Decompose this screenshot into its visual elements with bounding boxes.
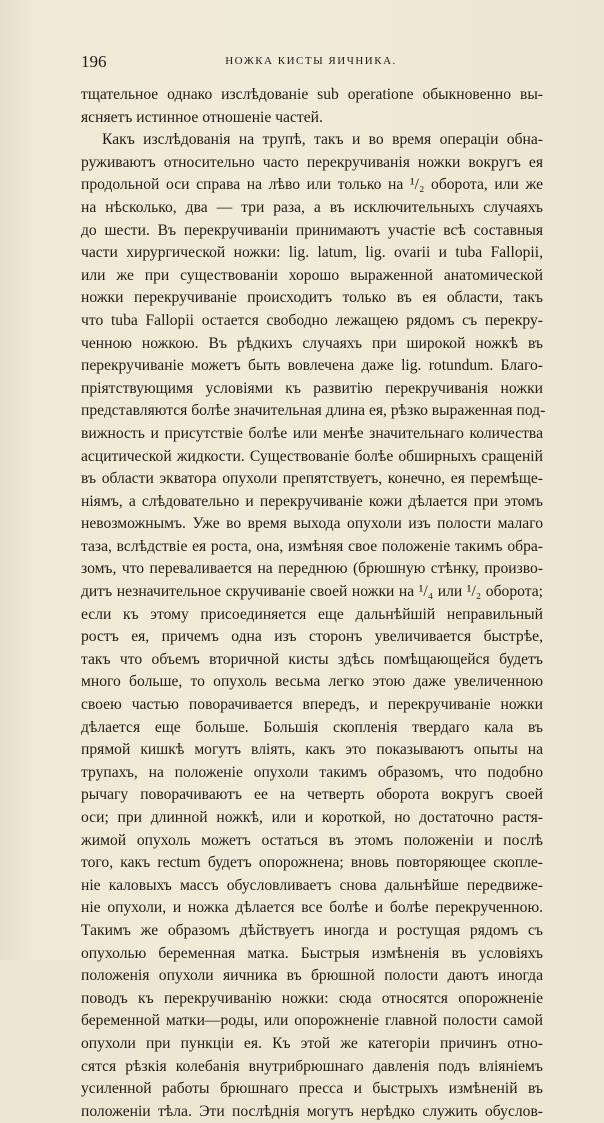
text-line: тщательное однако изслѣдованіе sub operatione обыкновенно вы-	[81, 86, 543, 103]
text-line: части хирургической ножки: lig. latum, lig. ovarii и tuba Fallopii,	[81, 244, 543, 262]
text-line: пріятствующимя условіями къ развитію перекручиванія ножки	[81, 379, 543, 397]
text-line: до шести. Въ перекручиваніи принимаютъ участіе всѣ составныя	[81, 221, 543, 239]
text-line: на нѣсколько, два — три раза, а въ исключительныхъ случаяхъ	[81, 198, 543, 216]
text-line: вижность и присутствіе болѣе или менѣе значительнаго количества	[81, 424, 543, 442]
text-line: Такимъ же образомъ дѣйствуетъ иногда и ростущая рядомъ съ	[81, 921, 543, 939]
text-line: усиленной работы брюшнаго пресса и быстрыхъ измѣненій въ	[81, 1080, 543, 1098]
text-line: что tuba Fallopii остается свободно лежащею рядомъ съ перекру-	[81, 311, 543, 329]
text-line: поводъ къ перекручиванію ножки: сюда относятся опорожненіе	[81, 989, 543, 1007]
text-line: опухолью беременная матка. Быстрыя измѣненія въ условіяхъ	[81, 944, 543, 962]
text-line: дитъ незначительное скручиваніе своей ножки на ¹/₄ или ¹/₂ оборота;	[81, 583, 543, 601]
text-line: положеніи тѣла. Эти послѣднія могутъ нерѣдко служить обуслов-	[81, 1102, 543, 1120]
text-line: такъ что объемъ вторичной кисты здѣсь помѣщающейся будетъ	[81, 650, 543, 668]
text-line: оси; при длинной ножкѣ, или и короткой, но достаточно растя-	[81, 809, 543, 826]
text-line: жимой опухоль можетъ остаться въ этомъ положеніи и послѣ	[81, 831, 543, 849]
text-line: ніямъ, а слѣдовательно и перекручиваніе кожи дѣлается при этомъ	[81, 492, 543, 510]
text-line: невозможнымъ. Уже во время выхода опухоли изъ полости малаго	[81, 515, 543, 533]
body-text	[81, 84, 546, 1123]
text-line: или же при существованіи хорошо выраженной анатомической	[81, 266, 543, 284]
page-header	[81, 52, 541, 70]
text-line: перекручиваніе можетъ быть вовлечена даже lig. rotundum. Благо-	[81, 357, 543, 375]
text-line: много больше, то опухоль весьма легко этою даже увеличенною	[81, 673, 543, 691]
text-line: прямой кишкѣ могутъ вліять, какъ это показываютъ опыты на	[81, 741, 543, 759]
text-line: ясняетъ истинное отношеніе частей.	[81, 108, 323, 126]
text-line: дѣлается еще больше. Большія скопленія твердаго кала въ	[81, 718, 543, 736]
text-line: таза, вслѣдствіе ея роста, она, измѣняя свое положеніе такимъ обра-	[81, 537, 543, 555]
text-line: того, какъ rectum будетъ опорожнена; вновь повторяющее скопле-	[81, 854, 543, 872]
text-line: ніе каловыхъ массъ обусловливаетъ снова дальнѣйше передвиже-	[81, 876, 543, 894]
running-title: НОЖКА КИСТЫ ЯИЧНИКА.	[225, 55, 397, 67]
text-line: продольной оси справа на лѣво или только на ¹/₂ оборота, или же	[81, 176, 543, 194]
text-line: если къ этому присоединяется еще дальнѣйшій неправильный	[81, 605, 543, 623]
text-line: ножки перекручиваніе происходитъ только въ ея области, такъ	[81, 289, 543, 307]
text-line: ченною ножкою. Въ рѣдкихъ случаяхъ при широкой ножкѣ въ	[81, 334, 543, 352]
text-line: руживаютъ относительно часто перекручиванія ножки вокругъ ея	[81, 153, 543, 171]
text-line: беременной матки—роды, или опорожненіе главной полости самой	[81, 1012, 543, 1030]
text-line: сятся рѣзкія колебанія внутрибрюшнаго давленія подъ вліяніемъ	[81, 1057, 543, 1075]
text-line: въ области экватора опухоли препятствуетъ, конечно, ея перемѣще-	[81, 470, 543, 488]
text-line: трупахъ, на положеніе опухоли такимъ образомъ, что подобно	[81, 763, 543, 781]
text-line: опухоли при пункціи ея. Къ этой же категоріи причинъ отно-	[81, 1034, 543, 1052]
text-line: асцитической жидкости. Существованіе болѣе обширныхъ сращеній	[81, 447, 543, 465]
text-line: ростъ ея, причемъ одна изъ сторонъ увеличивается быстрѣе,	[81, 628, 543, 646]
page-number: 196	[81, 52, 107, 71]
text-line: рычагу поворачиваютъ ее на четверть оборота вокругъ своей	[81, 786, 543, 804]
text-line: Какъ изслѣдованія на трупѣ, такъ и во время операціи обна-	[102, 131, 543, 149]
text-line: представляются болѣе значительная длина ея, рѣзко выраженная под-	[81, 402, 546, 420]
text-line: своею частью поворачивается впередъ, и перекручиваніе ножки	[81, 696, 543, 714]
text-line: зомъ, что переваливается на переднюю (брюшную стѣнку, произво-	[81, 560, 543, 578]
text-line: положенія опухоли яичника въ брюшной полости даютъ иногда	[81, 967, 543, 985]
text-line: ніе опухоли, и ножка дѣлается все болѣе и болѣе перекрученною.	[81, 899, 543, 917]
